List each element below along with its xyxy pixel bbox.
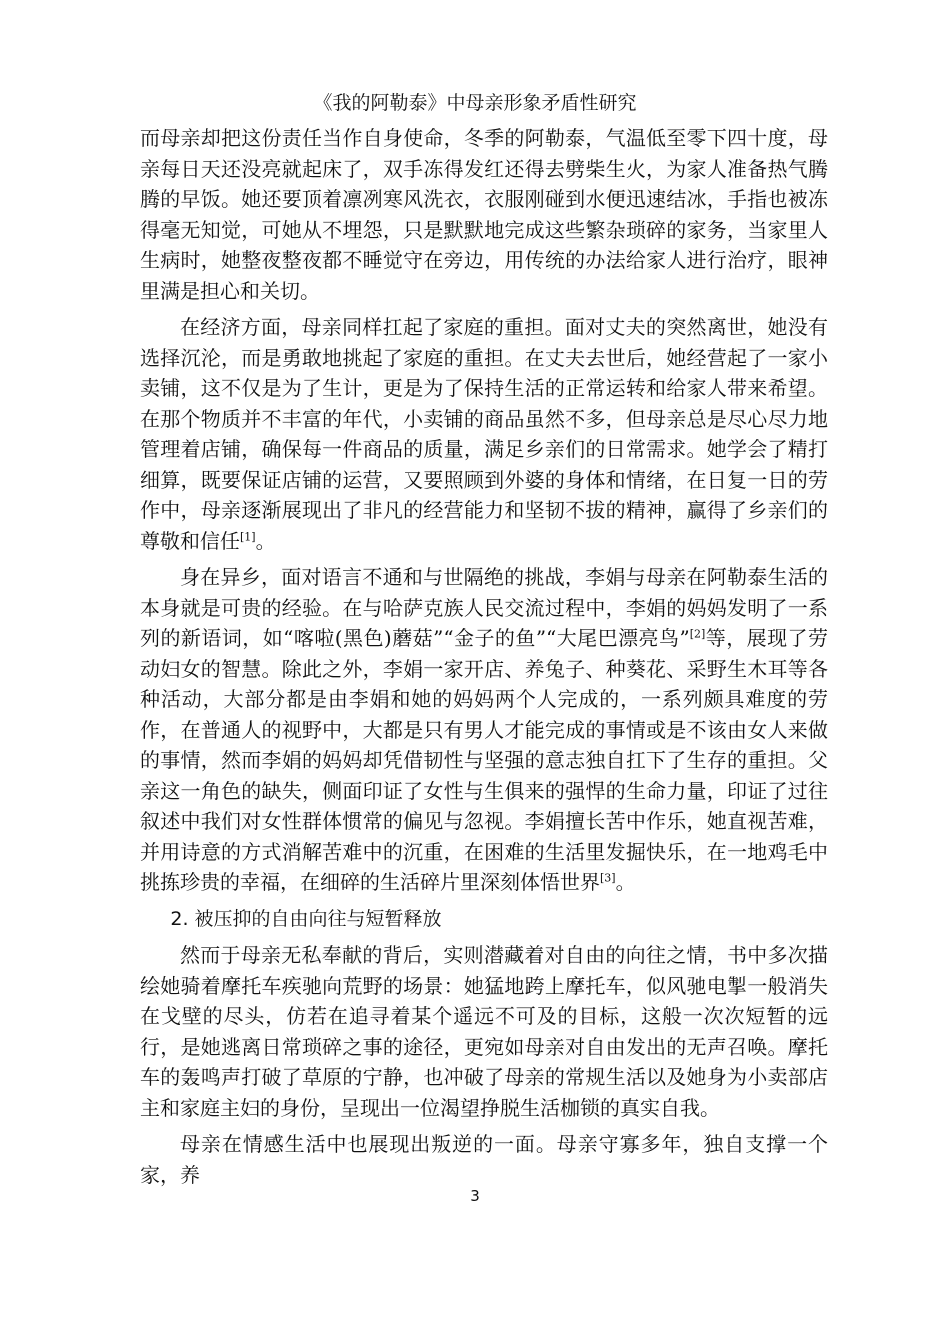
page-number: 3	[470, 1187, 480, 1205]
paragraph-3	[140, 562, 828, 898]
citation-1: [1]	[240, 529, 256, 543]
paragraph-1: 而母亲却把这份责任当作自身使命，冬季的阿勒泰，气温低至零下四十度，母亲每日天还没亮就起床了，双手冻得发红还得去劈柴生火，为家人准备热气腾腾的早饭。她还要顶着凛冽寒风洗衣，衣服刚碰到水便迅速结冰，手指也被冻得毫无知觉，可她从不埋怨，只是默默地完成这些繁杂琐碎的家务，当家里人生病时，她整夜整夜都不睡觉守在旁边，用传统的办法给家人进行治疗，眼神里满是担心和关切。	[140, 126, 828, 303]
paragraph-2-end: 。	[255, 528, 276, 553]
section-heading: 2. 被压抑的自由向往与短暂释放	[170, 907, 442, 930]
citation-2: [2]	[689, 627, 706, 641]
paragraph-2	[140, 312, 828, 556]
paragraph-3-text-b: 等，展现了劳动妇女的智慧。除此之外，李娟一家开店、养兔子、种葵花、采野生木耳等各种活动，大部分都是由李娟和她的妈妈两个人完成的，一系列颇具难度的劳作，在普通人的视野中，大都是只有男人才能完成的事情或是不该由女人来做的事情，然而李娟的妈妈却凭借韧性与坚强的意志独自扛下了生存的重担。父亲这一角色的缺失，侧面印证了女性与生俱来的强悍的生命力量，印证了过往叙述中我们对女性群体惯常的偏见与忽视。李娟擅长苦中作乐，她直视苦难，并用诗意的方式消解苦难中的沉重，在困难的生活里发掘快乐，在一地鸡毛中挑拣珍贵的幸福，在细碎的生活碎片里深刻体悟世界	[140, 626, 829, 894]
paragraph-5: 母亲在情感生活中也展现出叛逆的一面。母亲守寡多年，独自支撑一个家，养	[140, 1132, 828, 1187]
running-header: 《我的阿勒泰》中母亲形象矛盾性研究	[313, 92, 637, 114]
paragraph-2-text: 在经济方面，母亲同样扛起了家庭的重担。面对丈夫的突然离世，她没有选择沉沦，而是勇敢地挑起了家庭的重担。在丈夫去世后，她经营起了一家小卖铺，这不仅是为了生计，更是为了保持生活的正常运转和给家人带来希望。在那个物质并不丰富的年代，小卖铺的商品虽然不多，但母亲总是尽心尽力地管理着店铺，确保每一件商品的质量，满足乡亲们的日常需求。她学会了精打细算，既要保证店铺的运营，又要照顾到外婆的身体和情绪，在日复一日的劳作中，母亲逐渐展现出了非凡的经营能力和坚韧不拔的精神，赢得了乡亲们的尊敬和信任	[140, 315, 828, 553]
citation-3: [3]	[600, 871, 616, 885]
paragraph-3-end: 。	[615, 870, 636, 894]
paragraph-3-text-a: 身在异乡，面对语言不通和与世隔绝的挑战，李娟与母亲在阿勒泰生活的本身就是可贵的经验。在与哈萨克族人民交流过程中，李娟的妈妈发明了一系列的新语词，如“喀啦(黑色)蘑菇”“金子的鱼”“大尾巴漂亮鸟”	[140, 565, 828, 650]
body-text	[140, 123, 828, 1190]
paragraph-4: 然而于母亲无私奉献的背后，实则潜藏着对自由的向往之情，书中多次描绘她骑着摩托车疾驰向荒野的场景：她猛地跨上摩托车，似风驰电掣一般消失在戈壁的尽头，仿若在追寻着某个遥远不可及的目标，这般一次次短暂的远行，是她逃离日常琐碎之事的途径，更宛如母亲对自由发出的无声召唤。摩托车的轰鸣声打破了草原的宁静，也冲破了母亲的常规生活以及她身为小卖部店主和家庭主妇的身份，呈现出一位渴望挣脱生活枷锁的真实自我。	[140, 943, 828, 1120]
